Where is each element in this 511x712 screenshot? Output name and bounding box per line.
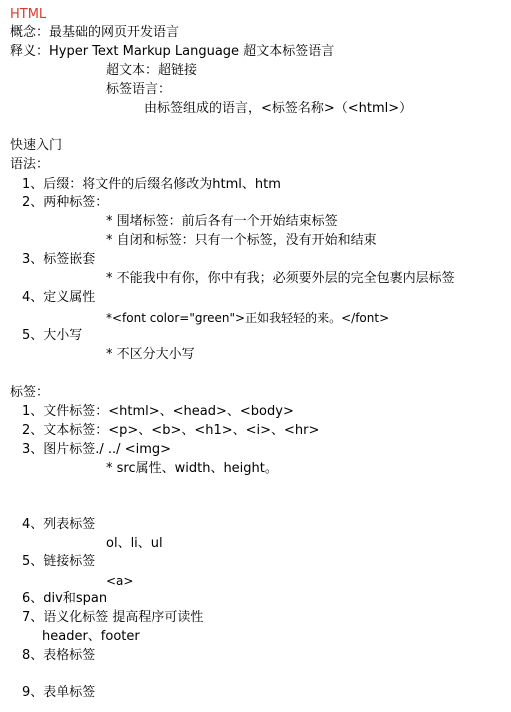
quickstart-item: 2、两种标签： xyxy=(22,195,109,210)
tags-subitem: header、footer xyxy=(42,629,140,644)
tags-item: 5、链接标签 xyxy=(22,554,96,569)
tags-item: 3、图片标签./ ../ <img> xyxy=(22,442,172,457)
quickstart-subitem: * 自闭和标签：只有一个标签，没有开始和结束 xyxy=(106,233,377,248)
quickstart-item: 3、标签嵌套 xyxy=(22,252,96,267)
tags-subitem: <a> xyxy=(106,574,134,588)
tags-item: 1、文件标签：<html>、<head>、<body> xyxy=(22,404,294,419)
tags-heading: 标签： xyxy=(10,385,50,400)
tags-item: 9、表单标签 xyxy=(22,685,96,700)
tags-item: 6、div和span xyxy=(22,591,108,606)
quickstart-subitem: *<font color="green">正如我轻轻的来。</font> xyxy=(106,311,390,325)
markup-line: 标签语言： xyxy=(106,82,172,97)
quickstart-subitem: * 不区分大小写 xyxy=(106,347,195,362)
quickstart-item: 5、大小写 xyxy=(22,328,83,343)
meaning-line: 释义：Hyper Text Markup Language 超文本标签语言 xyxy=(10,44,335,59)
quickstart-heading: 快速入门 xyxy=(10,138,63,153)
concept-line: 概念：最基础的网页开发语言 xyxy=(10,25,180,40)
tags-item: 7、语义化标签 提高程序可读性 xyxy=(22,610,204,625)
tags-subitem: * src属性、width、height。 xyxy=(106,461,278,476)
quickstart-item: 4、定义属性 xyxy=(22,290,96,305)
quickstart-subitem: * 不能我中有你，你中有我；必须要外层的完全包裹内层标签 xyxy=(106,271,455,286)
tags-item: 4、列表标签 xyxy=(22,517,96,532)
tags-item: 2、文本标签：<p>、<b>、<h1>、<i>、<hr> xyxy=(22,423,320,438)
tags-subitem: ol、li、ul xyxy=(106,536,163,551)
quickstart-item: 1、后缀：将文件的后缀名修改为html、htm xyxy=(22,177,281,192)
syntax-heading: 语法： xyxy=(10,157,50,172)
quickstart-subitem: * 围堵标签：前后各有一个开始结束标签 xyxy=(106,214,338,229)
tags-item: 8、表格标签 xyxy=(22,648,96,663)
hypertext-line: 超文本：超链接 xyxy=(106,63,198,78)
markup-desc-line: 由标签组成的语言，<标签名称>（<html>） xyxy=(144,101,413,116)
document-title: HTML xyxy=(10,7,47,22)
